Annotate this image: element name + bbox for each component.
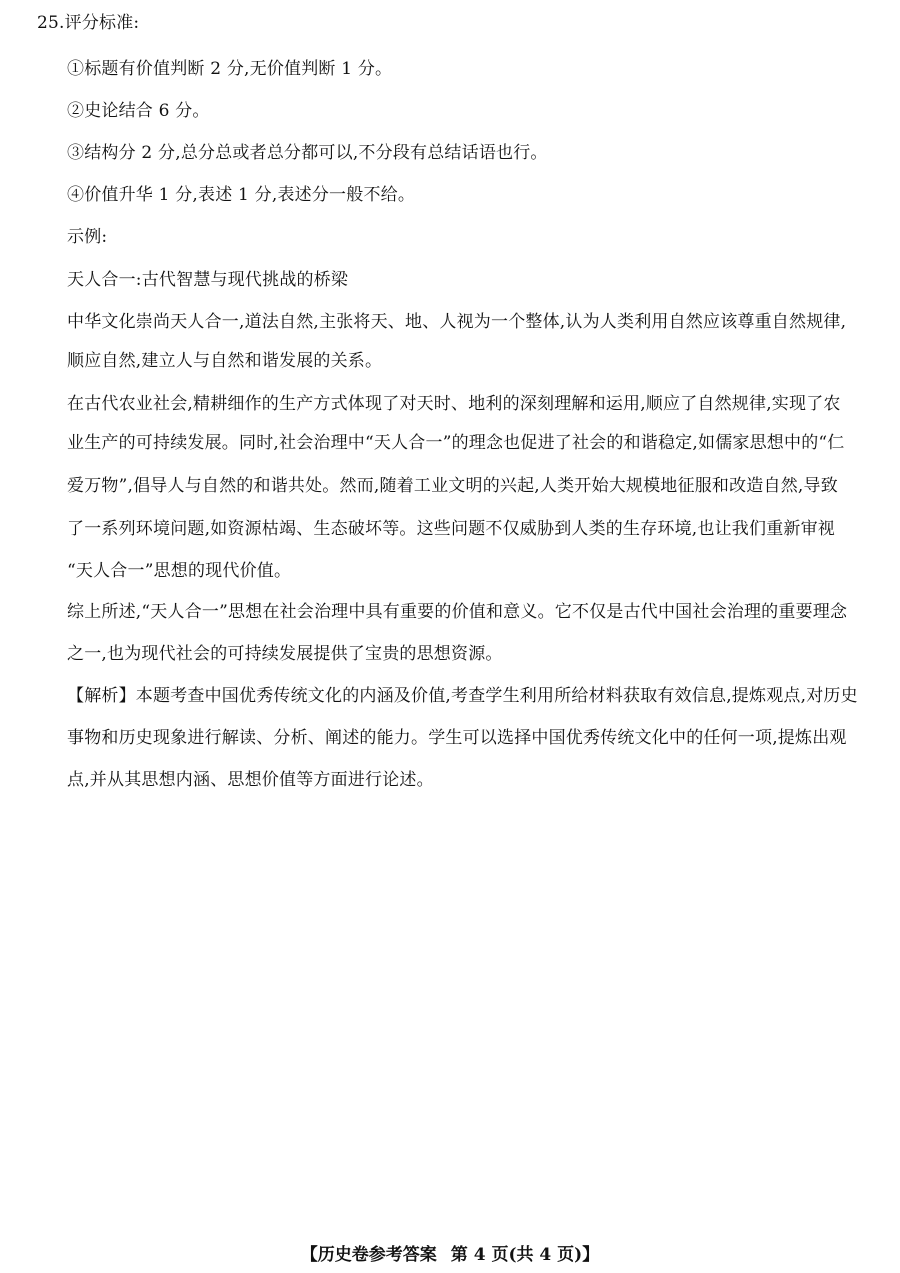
page-footer [0, 1240, 900, 1265]
paragraph1-line1: 中华文化崇尚天人合一,道法自然,主张将天、地、人视为一个整体,认为人类利用自然应该尊重自然规律, [67, 312, 847, 332]
analysis-line1: 【解析】本题考查中国优秀传统文化的内涵及价值,考查学生利用所给材料获取有效信息,提炼观点,对历史 [67, 686, 858, 706]
footer-title: 【历史卷参考答案 [300, 1245, 437, 1265]
criterion-3: ③结构分 2 分,总分总或者总分都可以,不分段有总结话语也行。 [67, 143, 548, 163]
footer-page-number: 第 4 页(共 4 页)】 [450, 1245, 600, 1265]
paragraph1-line2: 顺应自然,建立人与自然和谐发展的关系。 [67, 351, 383, 371]
paragraph2-line1: 在古代农业社会,精耕细作的生产方式体现了对天时、地利的深刻理解和运用,顺应了自然规律,实现了农 [67, 394, 841, 414]
question-heading: 25.评分标准: [37, 13, 140, 33]
paragraph2-line5: “天人合一”思想的现代价值。 [67, 561, 292, 581]
paragraph3-line2: 之一,也为现代社会的可持续发展提供了宝贵的思想资源。 [67, 644, 503, 664]
paragraph2-line4: 了一系列环境问题,如资源枯竭、生态破坏等。这些问题不仅威胁到人类的生存环境,也让我们重新审视 [67, 519, 836, 539]
criterion-2: ②史论结合 6 分。 [67, 101, 210, 121]
paragraph2-line2: 业生产的可持续发展。同时,社会治理中“天人合一”的理念也促进了社会的和谐稳定,如儒家思想中的“仁 [67, 433, 845, 453]
analysis-line3: 点,并从其思想内涵、思想价值等方面进行论述。 [67, 770, 434, 790]
analysis-line2: 事物和历史现象进行解读、分析、阐述的能力。学生可以选择中国优秀传统文化中的任何一项,提炼出观 [67, 728, 847, 748]
criterion-4: ④价值升华 1 分,表述 1 分,表述分一般不给。 [67, 185, 416, 205]
criterion-1: ①标题有价值判断 2 分,无价值判断 1 分。 [67, 59, 393, 79]
example-label: 示例: [67, 227, 108, 247]
paragraph3-line1: 综上所述,“天人合一”思想在社会治理中具有重要的价值和意义。它不仅是古代中国社会治理的重要理念 [67, 602, 848, 622]
paragraph2-line3: 爱万物”,倡导人与自然的和谐共处。然而,随着工业文明的兴起,人类开始大规模地征服和改造自然,导致 [67, 476, 838, 496]
essay-title: 天人合一:古代智慧与现代挑战的桥梁 [67, 270, 349, 290]
